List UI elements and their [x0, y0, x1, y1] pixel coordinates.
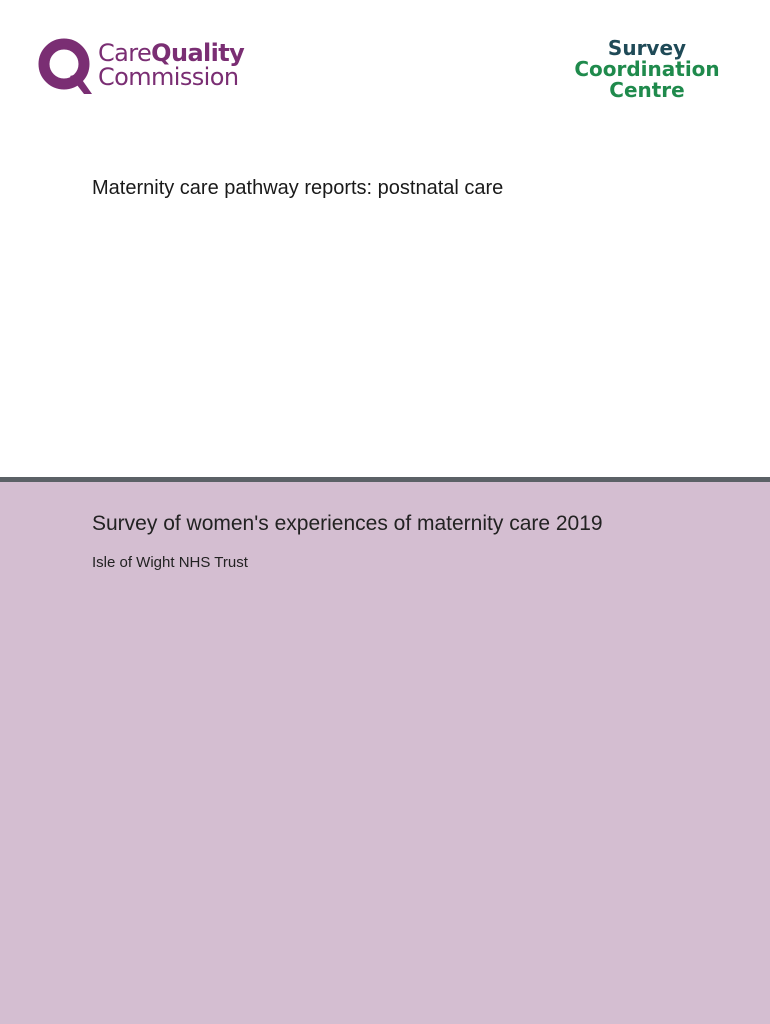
cover-lower-panel: [0, 482, 770, 1024]
scc-logo-line3: Centre: [609, 78, 685, 102]
scc-logo-line2: Coordination: [574, 57, 720, 81]
scc-logo-line1: Survey: [607, 36, 687, 60]
report-title: Maternity care pathway reports: postnatal care: [92, 177, 504, 199]
cqc-logo-line2: Commission: [98, 63, 239, 91]
survey-title: Survey of women's experiences of maternity care 2019: [92, 512, 603, 535]
cqc-logo: [36, 36, 256, 100]
cqc-logo-line1: CareQuality: [98, 39, 245, 67]
scc-logo: [562, 38, 732, 101]
cqc-q-mark-icon: [36, 36, 96, 98]
trust-name: Isle of Wight NHS Trust: [92, 554, 248, 571]
